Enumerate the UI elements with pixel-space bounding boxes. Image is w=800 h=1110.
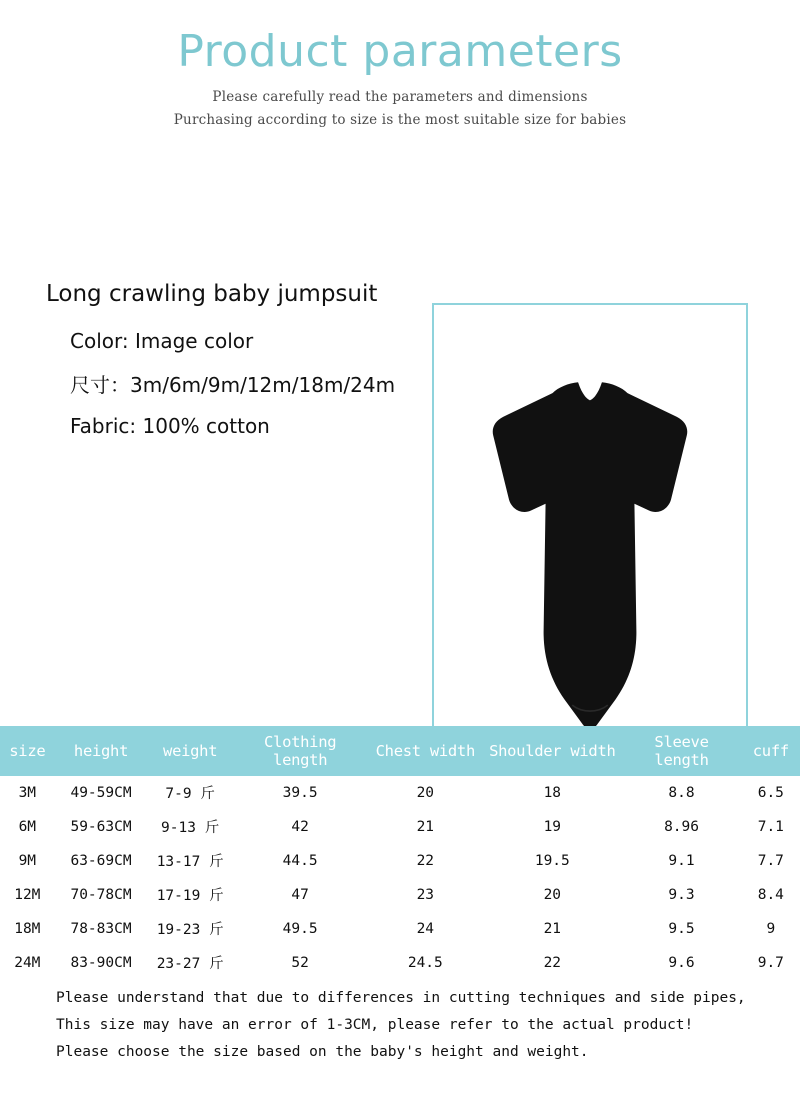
cell-size: 12M [0, 878, 55, 912]
table-header-weight: weight [147, 726, 232, 776]
cell-cuff: 7.7 [742, 844, 800, 878]
cell-height: 49-59CM [55, 776, 148, 810]
cell-height: 63-69CM [55, 844, 148, 878]
table-header-row [0, 726, 800, 776]
product-spec-block [46, 281, 426, 454]
cell-chest-width: 22 [367, 844, 483, 878]
cell-sleeve-length: 9.1 [621, 844, 741, 878]
product-overview-section [0, 131, 800, 671]
table-row [0, 776, 800, 810]
cell-sleeve-length: 8.96 [621, 810, 741, 844]
table-header-height: height [55, 726, 148, 776]
product-sizes: 尺寸：3m/6m/9m/12m/18m/24m [70, 372, 396, 397]
page-title: Product parameters [177, 26, 623, 77]
cell-size: 18M [0, 912, 55, 946]
cell-chest-width: 24.5 [367, 946, 483, 980]
cell-clothing-length: 49.5 [233, 912, 368, 946]
cell-weight: 9-13 斤 [147, 810, 232, 844]
product-color: Color: Image color [70, 328, 254, 353]
cell-shoulder-width: 19 [483, 810, 621, 844]
product-fabric: Fabric: 100% cotton [70, 413, 270, 438]
cell-shoulder-width: 22 [483, 946, 621, 980]
cell-weight: 7-9 斤 [147, 776, 232, 810]
table-header-chest-width: Chest width [367, 726, 483, 776]
cell-sleeve-length: 9.5 [621, 912, 741, 946]
size-disclaimer [56, 985, 756, 1065]
table-row [0, 810, 800, 844]
cell-size: 24M [0, 946, 55, 980]
cell-cuff: 8.4 [742, 878, 800, 912]
table-header-clothing-length: Clothing length [233, 726, 368, 776]
disclaimer-line-2: This size may have an error of 1-3CM, please refer to the actual product! [56, 1016, 694, 1033]
header-subtitle-line-2: Purchasing according to size is the most suitable size for babies [173, 111, 627, 128]
table-header-cuff: cuff [742, 726, 800, 776]
page-header [0, 0, 800, 131]
cell-height: 78-83CM [55, 912, 148, 946]
cell-clothing-length: 42 [233, 810, 368, 844]
cell-clothing-length: 44.5 [233, 844, 368, 878]
cell-shoulder-width: 21 [483, 912, 621, 946]
cell-sleeve-length: 9.3 [621, 878, 741, 912]
cell-height: 59-63CM [55, 810, 148, 844]
table-header-size: size [0, 726, 55, 776]
table-row [0, 946, 800, 980]
cell-clothing-length: 52 [233, 946, 368, 980]
cell-clothing-length: 39.5 [233, 776, 368, 810]
disclaimer-line-1: Please understand that due to differences in cutting techniques and side pipes, [56, 990, 746, 1006]
table-header-sleeve-length: Sleeve length [621, 726, 741, 776]
cell-cuff: 9 [742, 912, 800, 946]
cell-weight: 19-23 斤 [147, 912, 232, 946]
disclaimer-line-3: Please choose the size based on the baby's height and weight. [56, 1043, 589, 1060]
table-row [0, 878, 800, 912]
cell-chest-width: 24 [367, 912, 483, 946]
cell-cuff: 9.7 [742, 946, 800, 980]
cell-clothing-length: 47 [233, 878, 368, 912]
table-row [0, 912, 800, 946]
cell-weight: 13-17 斤 [147, 844, 232, 878]
table-header-shoulder-width: Shoulder width [483, 726, 621, 776]
cell-chest-width: 20 [367, 776, 483, 810]
cell-chest-width: 21 [367, 810, 483, 844]
cell-cuff: 7.1 [742, 810, 800, 844]
cell-sleeve-length: 8.8 [621, 776, 741, 810]
cell-size: 6M [0, 810, 55, 844]
cell-weight: 23-27 斤 [147, 946, 232, 980]
cell-size: 3M [0, 776, 55, 810]
cell-height: 70-78CM [55, 878, 148, 912]
cell-cuff: 6.5 [742, 776, 800, 810]
cell-size: 9M [0, 844, 55, 878]
size-chart-table [0, 726, 800, 980]
table-row [0, 844, 800, 878]
cell-shoulder-width: 20 [483, 878, 621, 912]
header-subtitle-line-1: Please carefully read the parameters and dimensions [212, 89, 588, 106]
cell-shoulder-width: 19.5 [483, 844, 621, 878]
header-subtitle [0, 86, 800, 131]
cell-chest-width: 23 [367, 878, 483, 912]
cell-height: 83-90CM [55, 946, 148, 980]
cell-weight: 17-19 斤 [147, 878, 232, 912]
product-name: Long crawling baby jumpsuit [46, 280, 378, 307]
cell-sleeve-length: 9.6 [621, 946, 741, 980]
cell-shoulder-width: 18 [483, 776, 621, 810]
